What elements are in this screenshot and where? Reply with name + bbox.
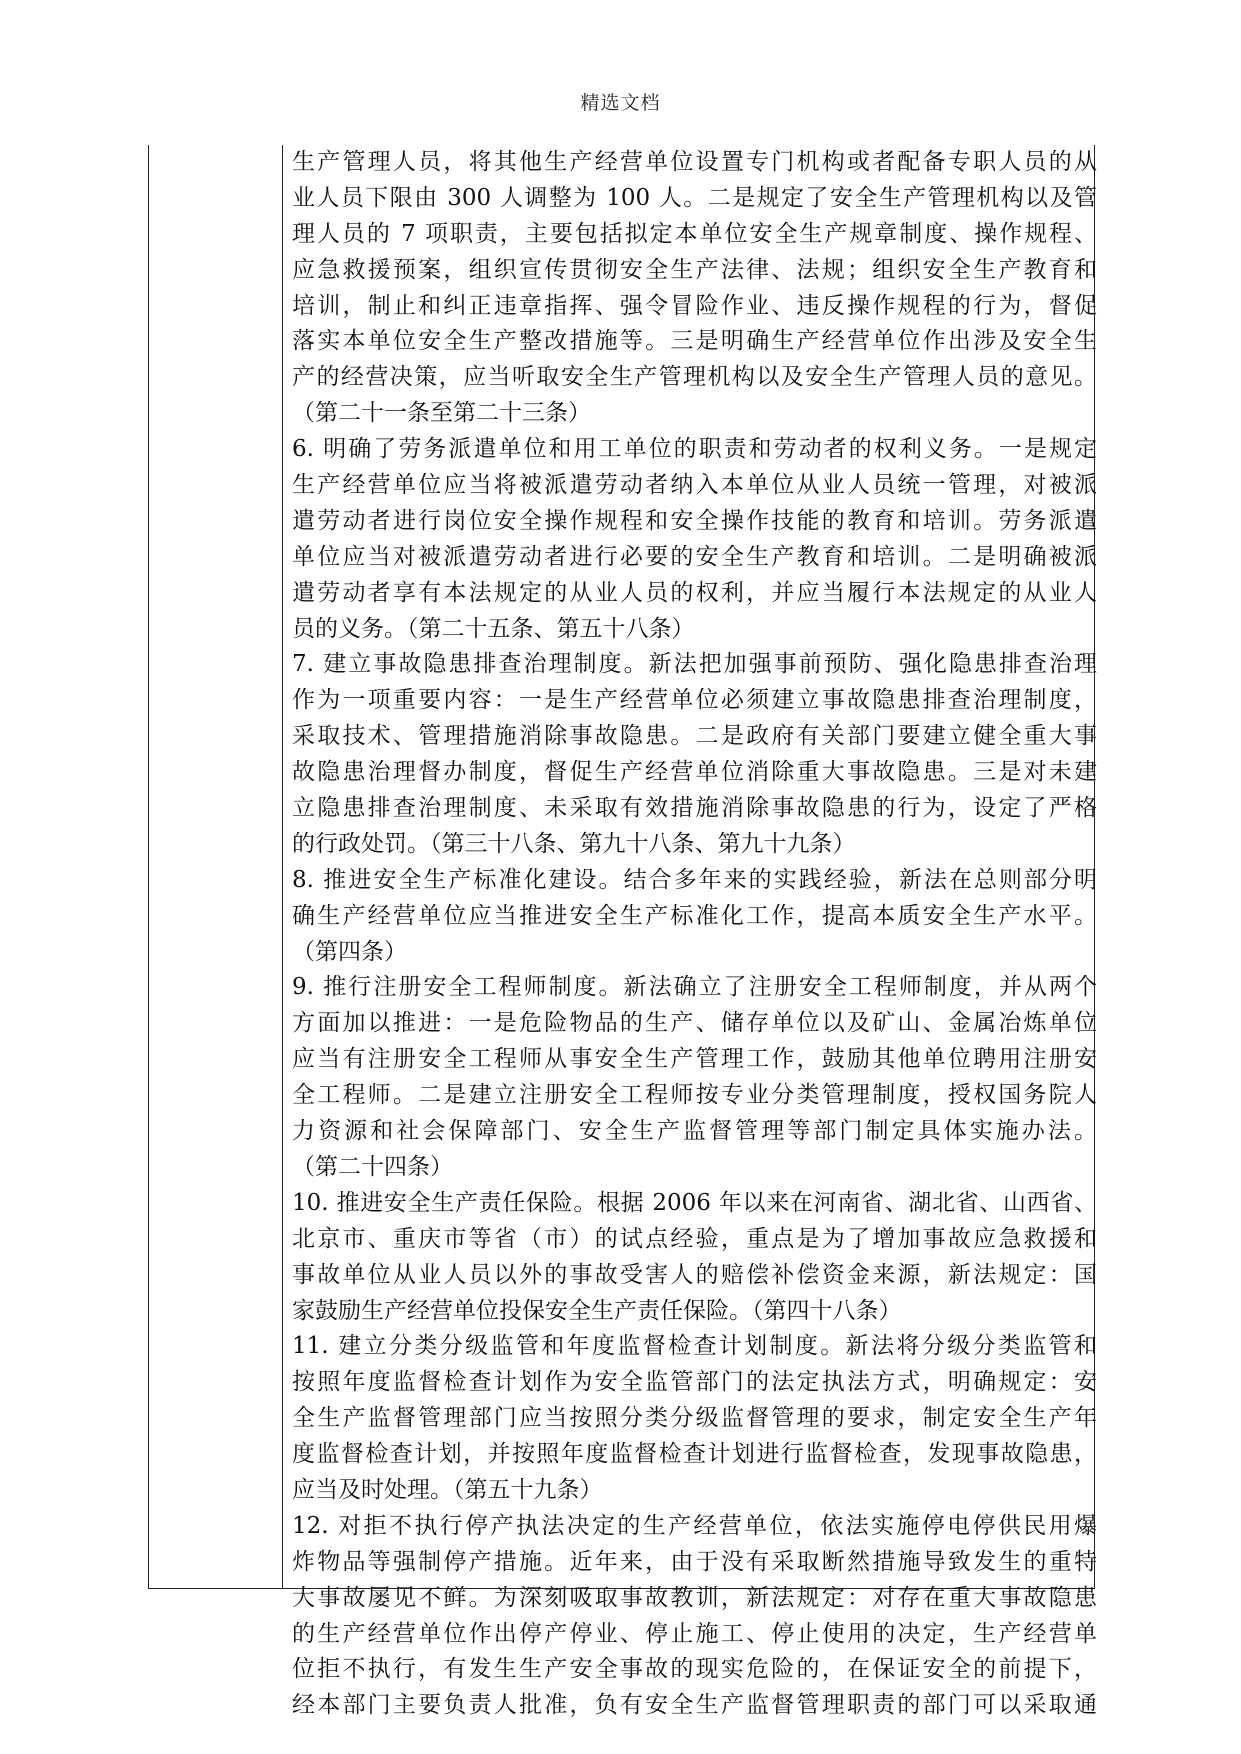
text-line: 遣劳动者进行岗位安全操作规程和安全操作技能的教育和培训。劳务派遣 [292,507,1097,534]
text-line: 全生产监督管理部门应当按照分类分级监督管理的要求，制定安全生产年 [292,1405,1097,1432]
text-line: 北京市、重庆市等省（市）的试点经验，重点是为了增加事故应急救援和 [292,1225,1097,1252]
content-table [148,145,1097,1719]
text-line: 员的义务。（第二十五条、第五十八条） [292,615,695,642]
text-line: 家鼓励生产经营单位投保安全生产责任保险。（第四十八条） [292,1297,902,1324]
text-line: 9. 推行注册安全工程师制度。新法确立了注册安全工程师制度，并从两个 [292,974,1097,1001]
text-line: 7. 建立事故隐患排查治理制度。新法把加强事前预防、强化隐患排查治理 [292,651,1097,678]
text-line: 应当及时处理。（第五十九条） [292,1476,603,1503]
text-line: 的生产经营单位作出停产停业、停止施工、停止使用的决定，生产经营单 [292,1620,1097,1647]
text-line: 应急救援预案，组织宣传贯彻安全生产法律、法规；组织安全生产教育和 [292,256,1097,283]
text-line: 位拒不执行，有发生生产安全事故的现实危险的，在保证安全的前提下， [292,1656,1097,1683]
text-line: 理人员的 7 项职责，主要包括拟定本单位安全生产规章制度、操作规程、 [292,220,1097,247]
text-line: 遣劳动者享有本法规定的从业人员的权利，并应当履行本法规定的从业人 [292,579,1097,606]
text-line: 落实本单位安全生产整改措施等。三是明确生产经营单位作出涉及安全生 [292,328,1097,355]
text-line: 方面加以推进：一是危险物品的生产、储存单位以及矿山、金属冶炼单位 [292,1010,1097,1037]
text-line: （第四条） [292,938,407,965]
text-line: 经本部门主要负责人批准，负有安全生产监督管理职责的部门可以采取通 [292,1692,1097,1719]
text-line: 大事故屡见不鲜。为深刻吸取事故教训，新法规定：对存在重大事故隐患 [292,1584,1097,1611]
text-line: 事故单位从业人员以外的事故受害人的赔偿补偿资金来源，新法规定：国 [292,1261,1097,1288]
text-line: （第二十四条） [292,1153,453,1180]
page-header: 精选文档 [580,92,661,114]
text-line: 作为一项重要内容：一是生产经营单位必须建立事故隐患排查治理制度， [292,687,1097,714]
table-left-cell [149,145,283,1588]
text-line: 6. 明确了劳务派遣单位和用工单位的职责和劳动者的权利义务。一是规定 [292,436,1097,463]
text-line: 生产管理人员，将其他生产经营单位设置专门机构或者配备专职人员的从 [292,149,1097,175]
text-line: 故隐患治理督办制度，督促生产经营单位消除重大事故隐患。三是对未建 [292,759,1097,786]
text-line: 单位应当对被派遣劳动者进行必要的安全生产教育和培训。二是明确被派 [292,543,1097,570]
text-line: 度监督检查计划，并按照年度监督检查计划进行监督检查，发现事故隐患， [292,1441,1097,1468]
text-line: 按照年度监督检查计划作为安全监管部门的法定执法方式，明确规定：安 [292,1369,1097,1396]
text-line: 应当有注册安全工程师从事安全生产管理工作，鼓励其他单位聘用注册安 [292,1046,1097,1073]
text-line: 炸物品等强制停产措施。近年来，由于没有采取断然措施导致发生的重特 [292,1548,1097,1575]
text-line: 立隐患排查治理制度、未采取有效措施消除事故隐患的行为，设定了严格 [292,795,1097,822]
text-line: 11. 建立分类分级监管和年度监督检查计划制度。新法将分级分类监管和 [292,1333,1097,1360]
text-line: 产的经营决策，应当听取安全生产管理机构以及安全生产管理人员的意见。 [292,364,1097,391]
text-line: 采取技术、管理措施消除事故隐患。二是政府有关部门要建立健全重大事 [292,723,1097,750]
text-line: 确生产经营单位应当推进安全生产标准化工作，提高本质安全生产水平。 [292,902,1097,929]
text-line: 10. 推进安全生产责任保险。根据 2006 年以来在河南省、湖北省、山西省、 [292,1189,1097,1216]
text-line: 力资源和社会保障部门、安全生产监督管理等部门制定具体实施办法。 [292,1118,1097,1145]
text-line: 生产经营单位应当将被派遣劳动者纳入本单位从业人员统一管理，对被派 [292,472,1097,499]
text-line: （第二十一条至第二十三条） [292,400,591,427]
text-line: 12. 对拒不执行停产执法决定的生产经营单位，依法实施停电停供民用爆 [292,1512,1097,1539]
text-line: 培训，制止和纠正违章指挥、强令冒险作业、违反操作规程的行为，督促 [292,292,1097,319]
text-line: 的行政处罚。（第三十八条、第九十八条、第九十九条） [292,830,856,857]
text-line: 业人员下限由 300 人调整为 100 人。二是规定了安全生产管理机构以及管 [292,184,1097,211]
table-body-cell [284,145,1097,1719]
text-line: 8. 推进安全生产标准化建设。结合多年来的实践经验，新法在总则部分明 [292,866,1097,893]
text-line: 全工程师。二是建立注册安全工程师按专业分类管理制度，授权国务院人 [292,1082,1097,1109]
